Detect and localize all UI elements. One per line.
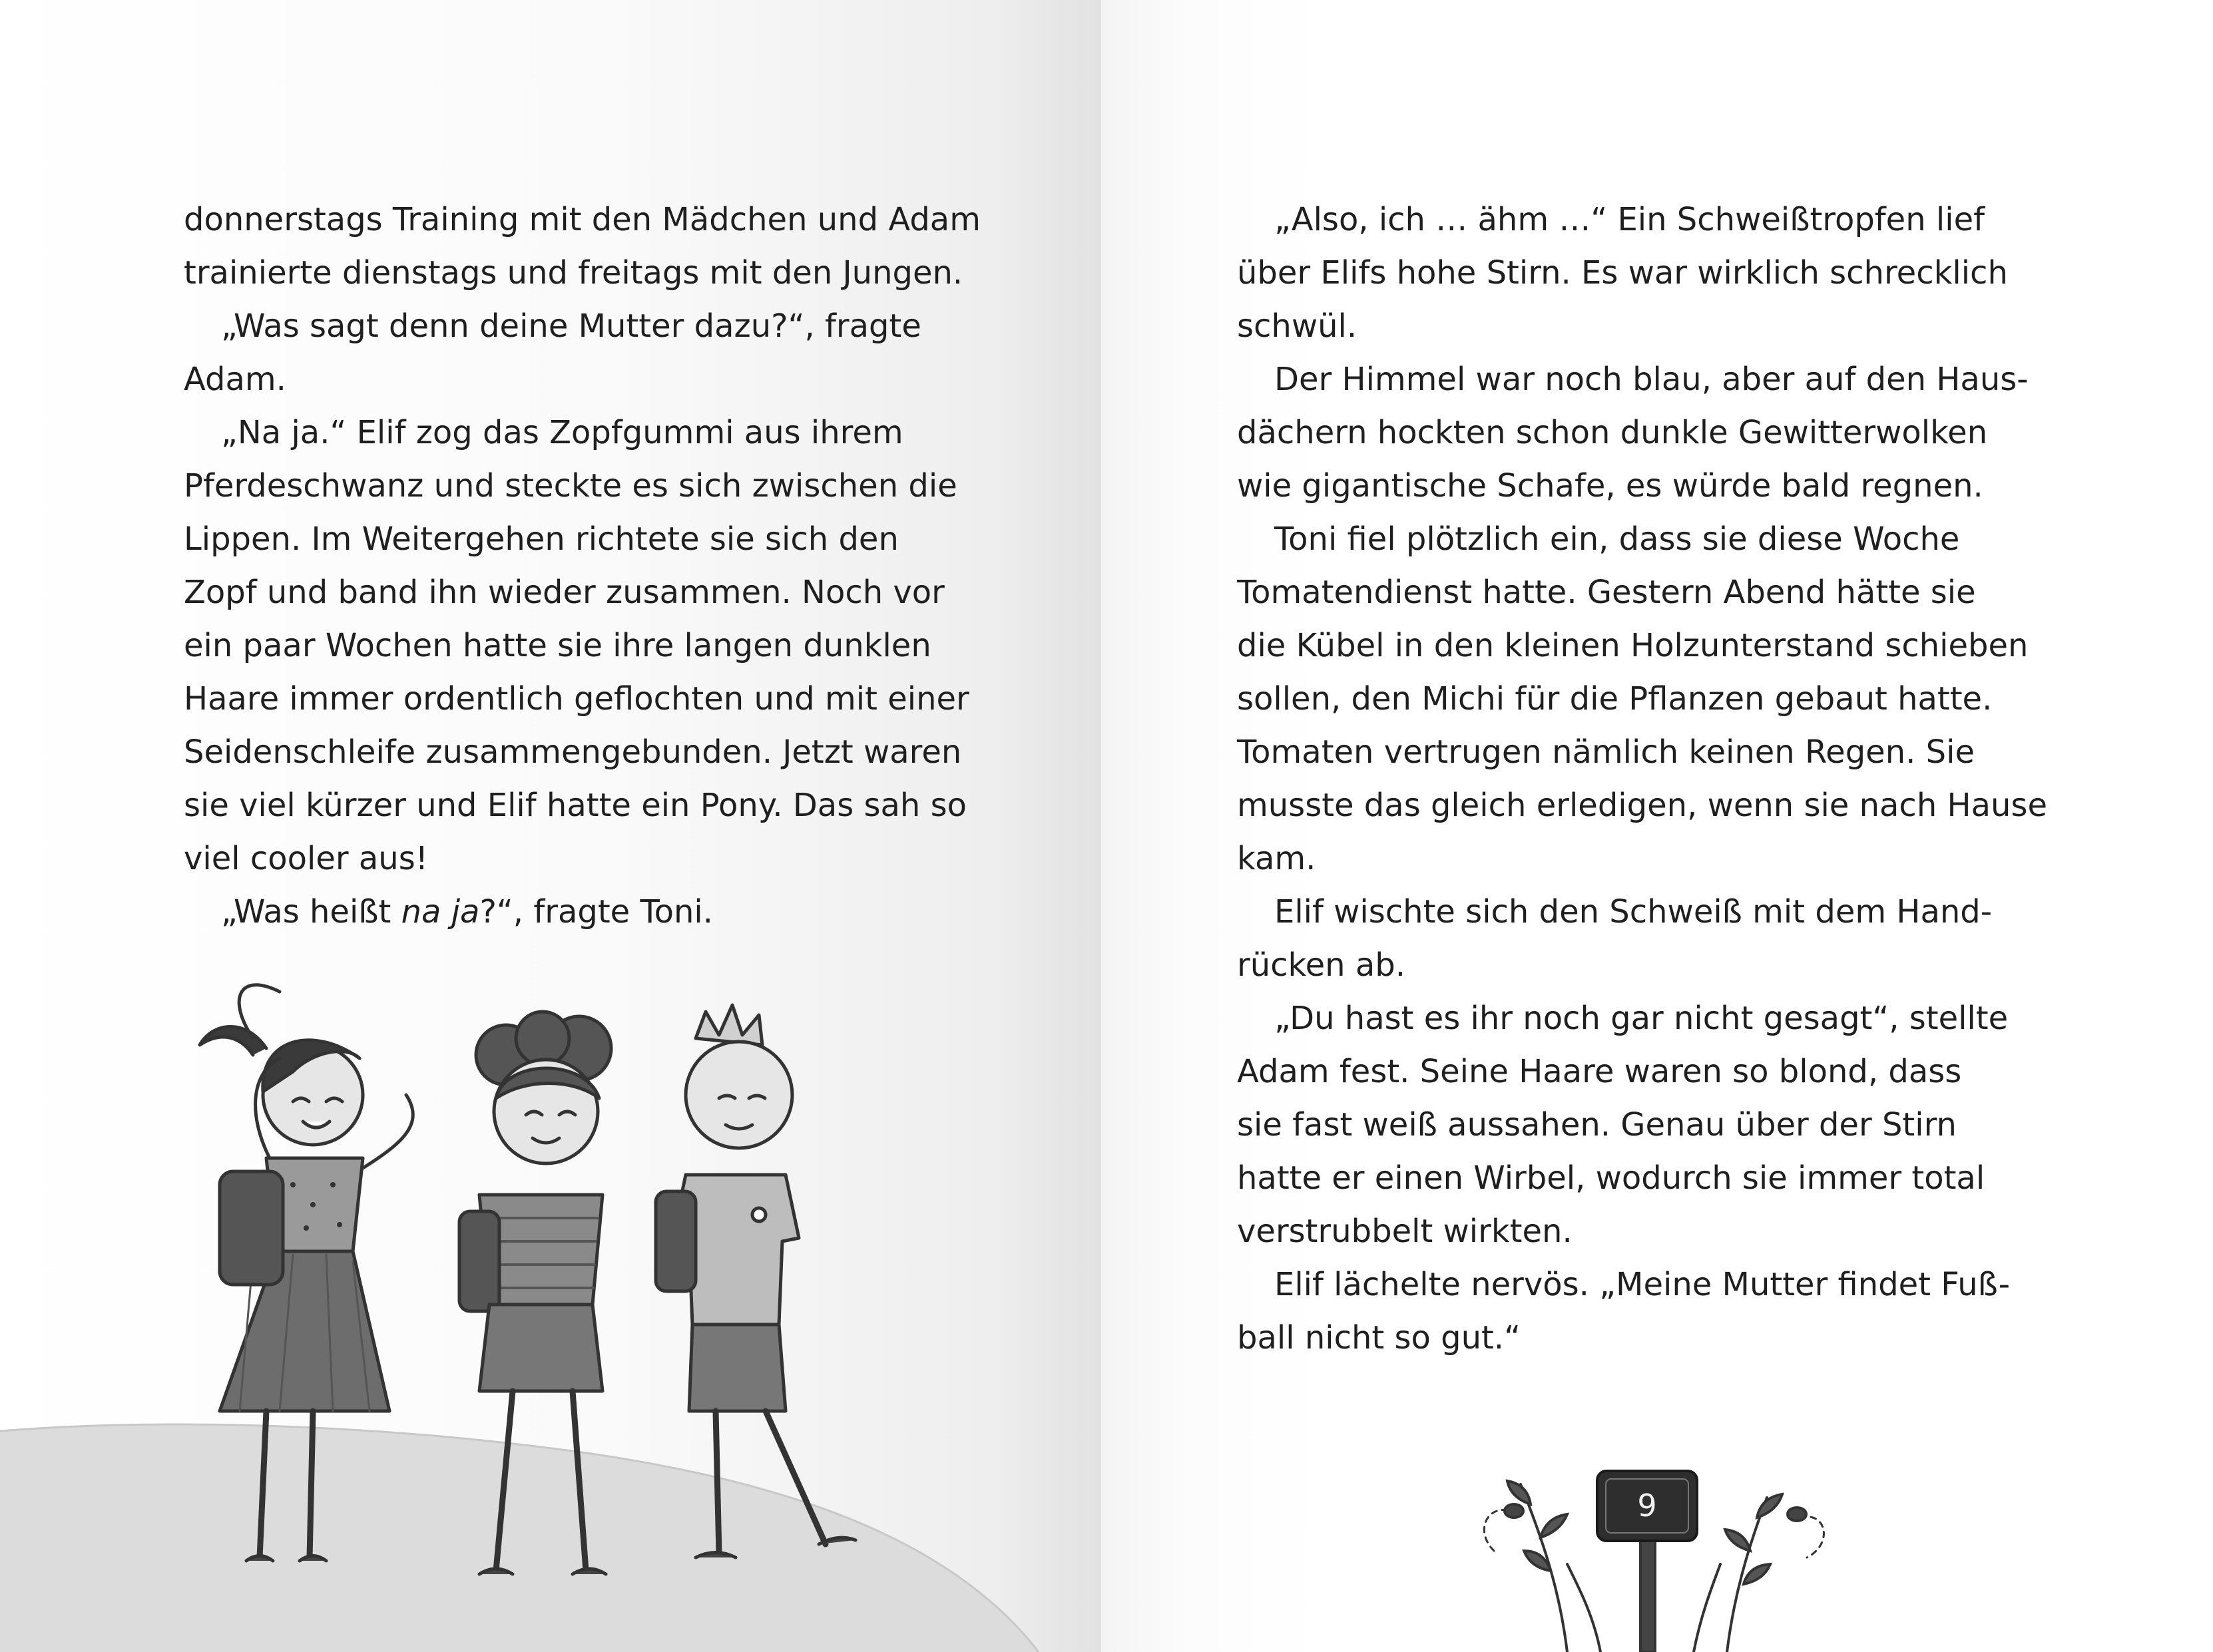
text-line: Adam. xyxy=(184,361,286,398)
text-line: viel cooler aus! xyxy=(184,840,428,877)
text-fragment: ?“, fragte Toni. xyxy=(479,893,713,930)
text-line: „Also, ich … ähm …“ Ein Schweißtropfen lief xyxy=(1274,201,1985,238)
text-line: Haare immer ordentlich geflochten und mit einer xyxy=(184,680,969,718)
right-page-text xyxy=(1237,193,2076,1364)
garden-sign-with-herbs-and-bees xyxy=(1447,1431,1847,1652)
page-number-sign xyxy=(1597,1471,1697,1541)
text-line: ball nicht so gut.“ xyxy=(1237,1319,1521,1356)
text-line: Tomaten vertrugen nämlich keinen Regen. Sie xyxy=(1237,733,1975,771)
text-line: Pferdeschwanz und steckte es sich zwischen die xyxy=(184,467,957,505)
text-line: Zopf und band ihn wieder zusammen. Noch vor xyxy=(184,574,945,611)
text-line: sie viel kürzer und Elif hatte ein Pony. Das sah so xyxy=(184,787,967,824)
text-line: kam. xyxy=(1237,840,1316,877)
text-fragment: „Was heißt xyxy=(221,893,401,930)
text-line: Tomatendienst hatte. Gestern Abend hätte sie xyxy=(1237,574,1976,611)
text-line: sollen, den Michi für die Pflanzen gebaut hatte. xyxy=(1237,680,1993,718)
text-line: dächern hockten schon dunkle Gewitterwolken xyxy=(1237,414,1988,451)
text-line: die Kübel in den kleinen Holzunterstand schieben xyxy=(1237,627,2029,664)
three-children-walking-illustration xyxy=(0,958,1101,1652)
text-line: wie gigantische Schafe, es würde bald regnen. xyxy=(1237,467,1983,505)
text-line: Der Himmel war noch blau, aber auf den Haus- xyxy=(1274,361,2029,398)
text-line: trainierte dienstags und freitags mit den Jungen. xyxy=(184,254,963,292)
text-line: Elif lächelte nervös. „Meine Mutter findet Fuß- xyxy=(1274,1266,2011,1303)
left-page-text xyxy=(184,193,983,938)
text-line: „Was sagt denn deine Mutter dazu?“, fragte xyxy=(221,308,921,345)
text-line: musste das gleich erledigen, wenn sie nach Hause xyxy=(1237,787,2047,824)
ground-hill xyxy=(0,1424,1039,1652)
text-line: „Du hast es ihr noch gar nicht gesagt“, stellte xyxy=(1274,1000,2009,1037)
text-line: ein paar Wochen hatte sie ihre langen dunklen xyxy=(184,627,931,664)
text-line: Toni fiel plötzlich ein, dass sie diese Woche xyxy=(1274,520,1960,558)
page-number: 9 xyxy=(1637,1488,1657,1524)
text-line: sie fast weiß aussahen. Genau über der Stirn xyxy=(1237,1106,1957,1143)
text-line: donnerstags Training mit den Mädchen und Adam xyxy=(184,201,981,238)
text-line: rücken ab. xyxy=(1237,946,1405,984)
text-line: Lippen. Im Weitergehen richtete sie sich den xyxy=(184,520,899,558)
text-line: Seidenschleife zusammengebunden. Jetzt waren xyxy=(184,733,962,771)
text-line: verstrubbelt wirkten. xyxy=(1237,1213,1573,1250)
text-line: hatte er einen Wirbel, wodurch sie immer total xyxy=(1237,1159,1985,1197)
text-line: „Na ja.“ Elif zog das Zopfgummi aus ihrem xyxy=(221,414,903,451)
italic-fragment: na ja xyxy=(401,893,480,930)
text-line-with-italic xyxy=(184,885,983,938)
left-page xyxy=(0,0,1101,1652)
text-line: schwül. xyxy=(1237,308,1357,345)
text-line: über Elifs hohe Stirn. Es war wirklich schrecklich xyxy=(1237,254,2008,292)
text-line: Adam fest. Seine Haare waren so blond, dass xyxy=(1237,1053,1962,1090)
text-line: Elif wischte sich den Schweiß mit dem Hand- xyxy=(1274,893,1993,930)
right-page xyxy=(1101,0,2213,1652)
